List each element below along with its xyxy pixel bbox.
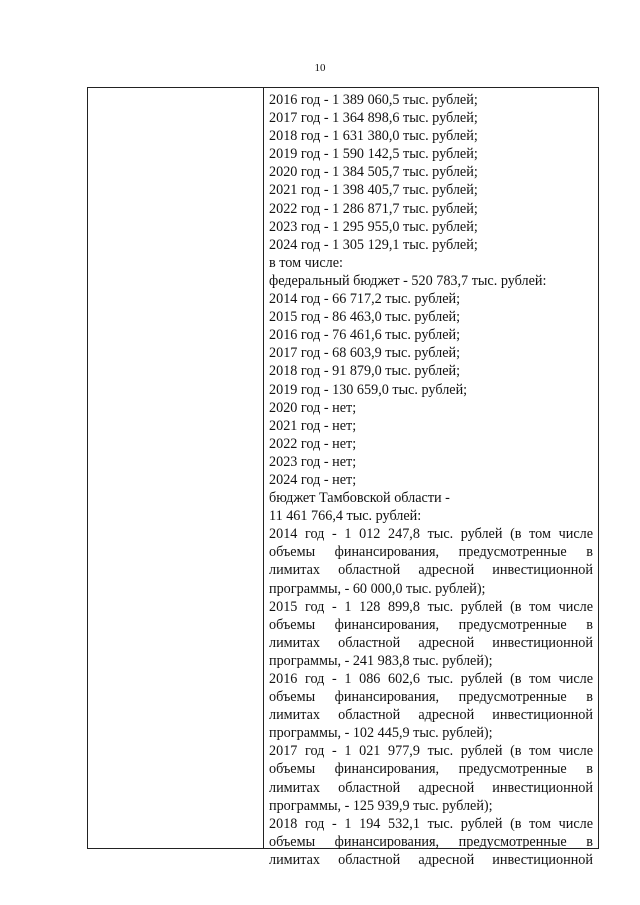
text-line: объемы финансирования, предусмотренные в [269,544,593,561]
text-line: 2022 год - 1 286 871,7 тыс. рублей; [269,200,478,217]
text-line: 2015 год - 1 128 899,8 тыс. рублей (в том числе [269,598,593,615]
text-line: 2024 год - 1 305 129,1 тыс. рублей; [269,236,478,253]
text-line: 11 461 766,4 тыс. рублей: [269,508,422,525]
text-line: 2020 год - 1 384 505,7 тыс. рублей; [269,164,478,181]
text-line: объемы финансирования, предусмотренные в [269,761,593,778]
text-line: программы, - 60 000,0 тыс. рублей); [269,580,486,597]
text-line: лимитах областной адресной инвестиционной [269,851,593,868]
text-line: 2017 год - 1 021 977,9 тыс. рублей (в том числе [269,743,593,760]
text-line: 2015 год - 86 463,0 тыс. рублей; [269,309,461,326]
text-line: 2021 год - 1 398 405,7 тыс. рублей; [269,182,478,199]
text-line: 2019 год - 1 590 142,5 тыс. рублей; [269,146,478,163]
text-line: 2024 год - нет; [269,471,357,488]
text-line: в том числе: [269,254,343,271]
table-left-column [88,88,264,848]
text-line: 2014 год - 1 012 247,8 тыс. рублей (в том числе [269,526,593,543]
text-line: 2016 год - 1 086 602,6 тыс. рублей (в том числе [269,671,593,687]
text-line: лимитах областной адресной инвестиционной [269,562,593,579]
table-right-column [264,88,598,868]
text-line: 2023 год - нет; [269,453,357,470]
text-line: объемы финансирования, предусмотренные в [269,833,593,850]
text-line: 2017 год - 68 603,9 тыс. рублей; [269,345,461,362]
text-line: программы, - 125 939,9 тыс. рублей); [269,797,493,814]
text-line: лимитах областной адресной инвестиционной [269,707,593,724]
text-line: 2020 год - нет; [269,399,357,416]
text-line: 2021 год - нет; [269,417,357,434]
text-line: бюджет Тамбовской области - [269,490,450,507]
text-line: программы, - 102 445,9 тыс. рублей); [269,725,493,742]
text-line: 2017 год - 1 364 898,6 тыс. рублей; [269,110,478,127]
text-line: 2018 год - 1 194 532,1 тыс. рублей (в том числе [269,815,593,832]
page-number: 10 [314,62,326,74]
text-line: 2016 год - 76 461,6 тыс. рублей; [269,327,461,344]
text-line: 2023 год - 1 295 955,0 тыс. рублей; [269,218,478,235]
text-line: объемы финансирования, предусмотренные в [269,616,593,633]
text-line: 2014 год - 66 717,2 тыс. рублей; [269,291,461,308]
text-line: объемы финансирования, предусмотренные в [269,689,593,706]
text-line: 2018 год - 91 879,0 тыс. рублей; [269,363,461,380]
funding-table [87,87,599,868]
text-line: программы, - 241 983,8 тыс. рублей); [269,652,493,669]
text-line: 2018 год - 1 631 380,0 тыс. рублей; [269,128,478,145]
text-line: 2022 год - нет; [269,435,357,452]
text-line: лимитах областной адресной инвестиционной [269,634,593,651]
text-line: 2019 год - 130 659,0 тыс. рублей; [269,381,468,398]
text-line: 2016 год - 1 389 060,5 тыс. рублей; [269,92,478,108]
text-line: федеральный бюджет - 520 783,7 тыс. рублей: [269,272,547,289]
text-line: лимитах областной адресной инвестиционной [269,779,593,796]
